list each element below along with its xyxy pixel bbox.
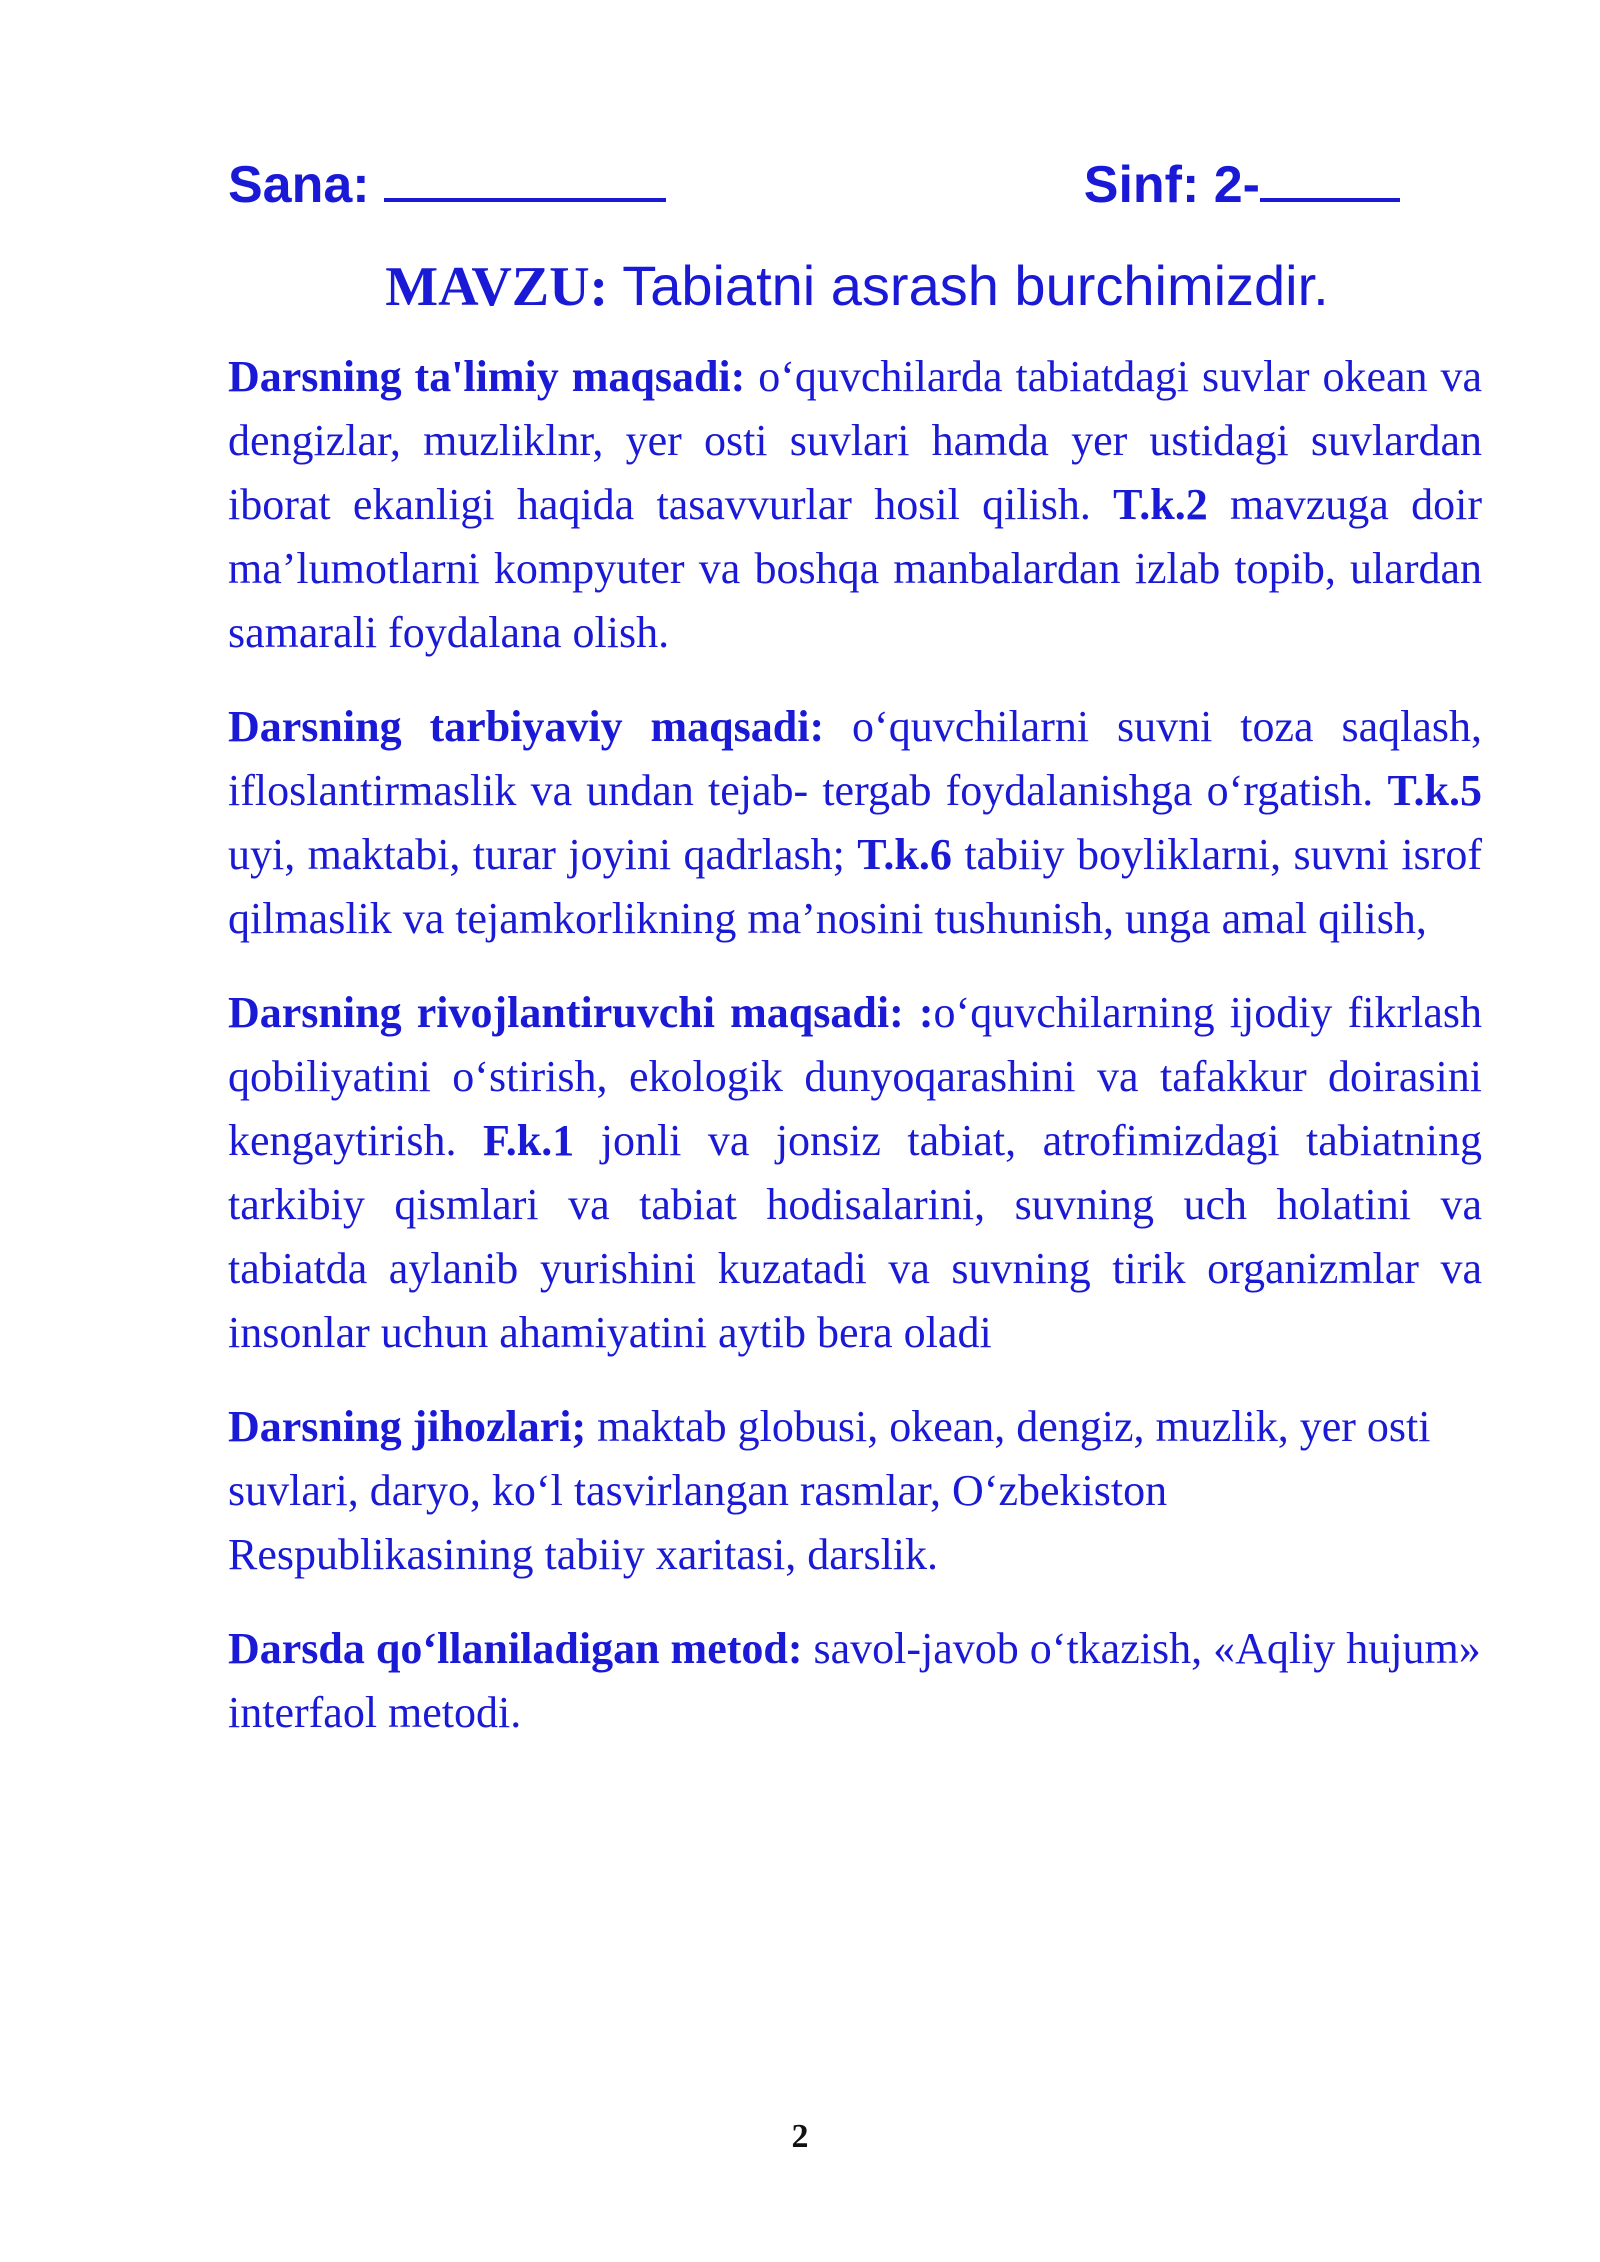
equipment-label: Darsning jihozlari; [228, 1402, 587, 1451]
class-blank-line [1260, 154, 1400, 202]
developmental-goal-label: Darsning rivojlantiruvchi maqsadi: : [228, 988, 934, 1037]
date-blank-line [384, 154, 666, 202]
developmental-goal-paragraph [228, 981, 1482, 1365]
upbringing-goal-code-2: T.k.6 [857, 830, 952, 879]
upbringing-goal-text-2: uyi, maktabi, turar joyini qadrlash; [228, 830, 858, 879]
date-label: Sana: [228, 156, 370, 214]
class-label: Sinf: 2- [1083, 156, 1260, 214]
upbringing-goal-code-1: T.k.5 [1387, 766, 1482, 815]
developmental-goal-text-2: jonli va jonsiz tabiat, atrofimizdagi tabiatning tarkibiy qismlari va tabiat hodisalarini, suvning uch holatini va tabiatda aylanib yurishini kuzatadi va suvning tirik organizmlar va insonlar uchun ahamiyatini aytib bera oladi [228, 1116, 1482, 1357]
upbringing-goal-text-1: o‘quvchilarni suvni toza saqlash, ifloslantirmaslik va undan tejab- tergab foydalanishga o‘rgatish. [228, 702, 1482, 815]
educational-goal-text-2: mavzuga doir ma’lumotlarni kompyuter va boshqa manbalardan izlab topib, ulardan samarali foydalana olish. [228, 480, 1482, 657]
header-row [228, 150, 1482, 220]
lesson-topic [228, 250, 1482, 323]
upbringing-goal-label: Darsning tarbiyaviy maqsadi: [228, 702, 825, 751]
class-field [1084, 150, 1400, 220]
educational-goal-label: Darsning ta'limiy maqsadi: [228, 352, 746, 401]
page-number: 2 [791, 2118, 809, 2155]
upbringing-goal-paragraph [228, 695, 1482, 951]
educational-goal-paragraph [228, 345, 1482, 665]
educational-goal-code: T.k.2 [1113, 480, 1208, 529]
date-field [228, 150, 666, 220]
equipment-text: maktab globusi, okean, dengiz, muzlik, yer osti suvlari, daryo, ko‘l tasvirlangan rasmlar, O‘zbekiston Respublikasining tabiiy xaritasi, darslik. [228, 1402, 1431, 1579]
educational-goal-text-1: o‘quvchilarda tabiatdagi suvlar okean va dengizlar, muzliklnr, yer osti suvlari hamda yer ustidagi suvlardan iborat ekanligi haqida tasavvurlar hosil qilish. [228, 352, 1482, 529]
topic-text: Tabiatni asrash burchimizdir. [622, 254, 1329, 317]
developmental-goal-text-1: o‘quvchilarning ijodiy fikrlash qobiliyatini o‘stirish, ekologik dunyoqarashini va tafakkur doirasini kengaytirish. [228, 988, 1482, 1165]
developmental-goal-code: F.k.1 [482, 1116, 575, 1165]
upbringing-goal-text-3: tabiiy boyliklarni, suvni isrof qilmaslik va tejamkorlikning ma’nosini tushunish, unga amal qilish, [228, 830, 1482, 943]
topic-label: MAVZU: [385, 256, 609, 318]
document-page [228, 150, 1482, 1745]
method-label: Darsda qo‘llaniladigan metod: [228, 1624, 803, 1673]
equipment-paragraph [228, 1395, 1482, 1587]
method-text: savol-javob o‘tkazish, «Aqliy hujum» interfaol metodi. [228, 1624, 1481, 1737]
method-paragraph [228, 1617, 1482, 1745]
